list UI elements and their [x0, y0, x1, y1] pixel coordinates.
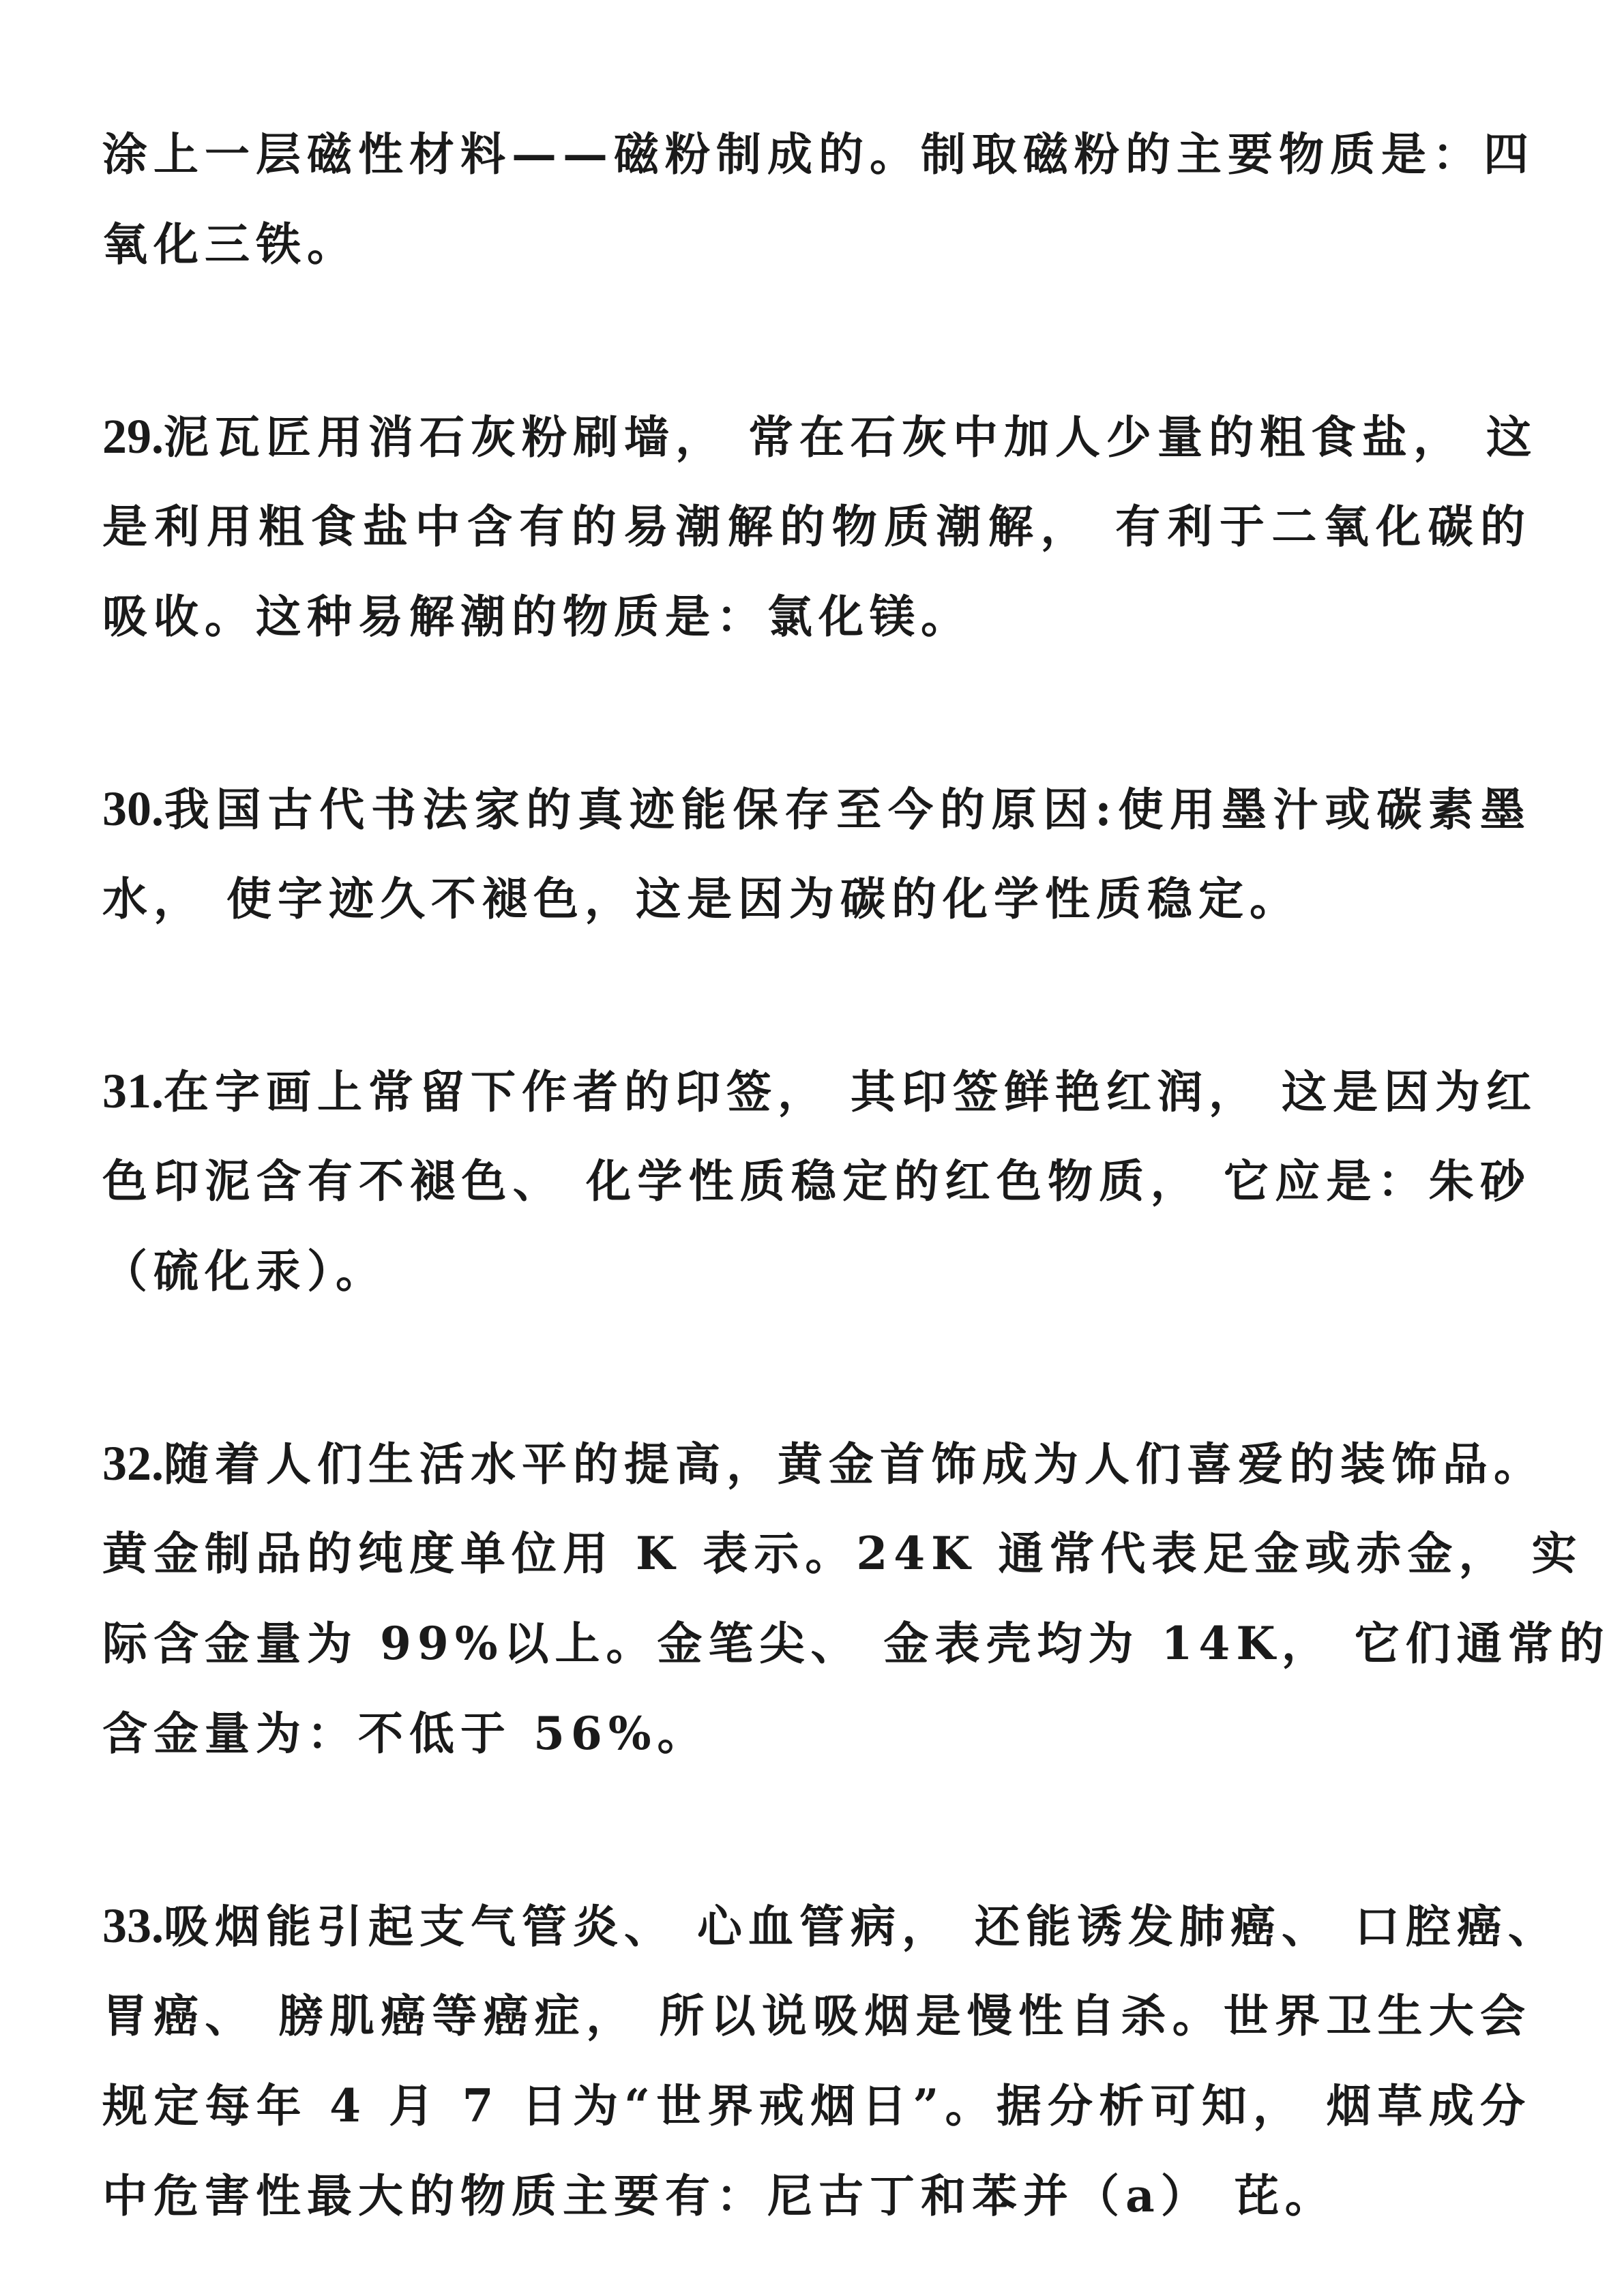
- paragraph-line: 水， 使字迹久不褪色，这是因为碳的化学性质稳定。: [102, 872, 1301, 925]
- paragraph-line: 吸收。这种易解潮的物质是：氯化镁。: [102, 590, 972, 643]
- paragraph-line: 含金量为：不低于 56%。: [102, 1707, 709, 1760]
- paragraph-line: 际含金量为 99%以上。金笔尖、 金表壳均为 14K， 它们通常的: [102, 1617, 1610, 1670]
- paragraph-line: 是利用粗食盐中含有的易潮解的物质潮解， 有利于二氧化碳的: [102, 500, 1531, 553]
- paragraph-line: [102, 391, 1537, 481]
- item-31: [102, 1046, 1537, 1316]
- paragraph-line: 涂上一层磁性材料——磁粉制成的。制取磁粉的主要物质是：四: [102, 128, 1535, 181]
- paragraph-line: [102, 1046, 1537, 1136]
- item-number: 33.: [102, 1898, 164, 1953]
- paragraph-line: 氧化三铁。: [102, 218, 358, 271]
- paragraph-continued: [102, 109, 1535, 289]
- paragraph-line: 规定每年 4 月 7 日为“世界戒烟日”。据分析可知， 烟草成分: [102, 2079, 1531, 2132]
- item-text: 随着人们生活水平的提高，黄金首饰成为人们喜爱的装饰品。: [164, 1437, 1545, 1491]
- item-number: 32.: [102, 1436, 164, 1491]
- paragraph-line: （硫化汞）。: [102, 1244, 387, 1298]
- item-number: 30.: [102, 781, 164, 836]
- item-text: 我国古代书法家的真迹能保存至今的原因:使用墨汁或碳素墨: [164, 783, 1531, 836]
- item-33: [102, 1881, 1559, 2241]
- item-number: 31.: [102, 1064, 164, 1118]
- paragraph-line: 黄金制品的纯度单位用 K 表示。24K 通常代表足金或赤金， 实: [102, 1527, 1583, 1580]
- item-text: 吸烟能引起支气管炎、 心血管病， 还能诱发肺癌、 口腔癌、: [164, 1900, 1559, 1953]
- paragraph-line: 胃癌、 膀肌癌等癌症， 所以说吸烟是慢性自杀。世界卫生大会: [102, 1989, 1531, 2042]
- paragraph-line: [102, 1418, 1545, 1508]
- item-text: 泥瓦匠用消石灰粉刷墙， 常在石灰中加人少量的粗食盐， 这: [164, 411, 1537, 464]
- item-32: [102, 1418, 1610, 1778]
- paragraph-line: [102, 1881, 1559, 1971]
- item-number: 29.: [102, 409, 164, 464]
- paragraph-line: 色印泥含有不褪色、 化学性质稳定的红色物质， 它应是：朱砂: [102, 1154, 1531, 1208]
- item-29: [102, 391, 1537, 661]
- paragraph-line: [102, 764, 1531, 854]
- item-30: [102, 764, 1531, 944]
- paragraph-line: 中危害性最大的物质主要有：尼古丁和苯并（a） 芘。: [102, 2169, 1336, 2222]
- item-text: 在字画上常留下作者的印签， 其印签鲜艳红润， 这是因为红: [164, 1065, 1537, 1118]
